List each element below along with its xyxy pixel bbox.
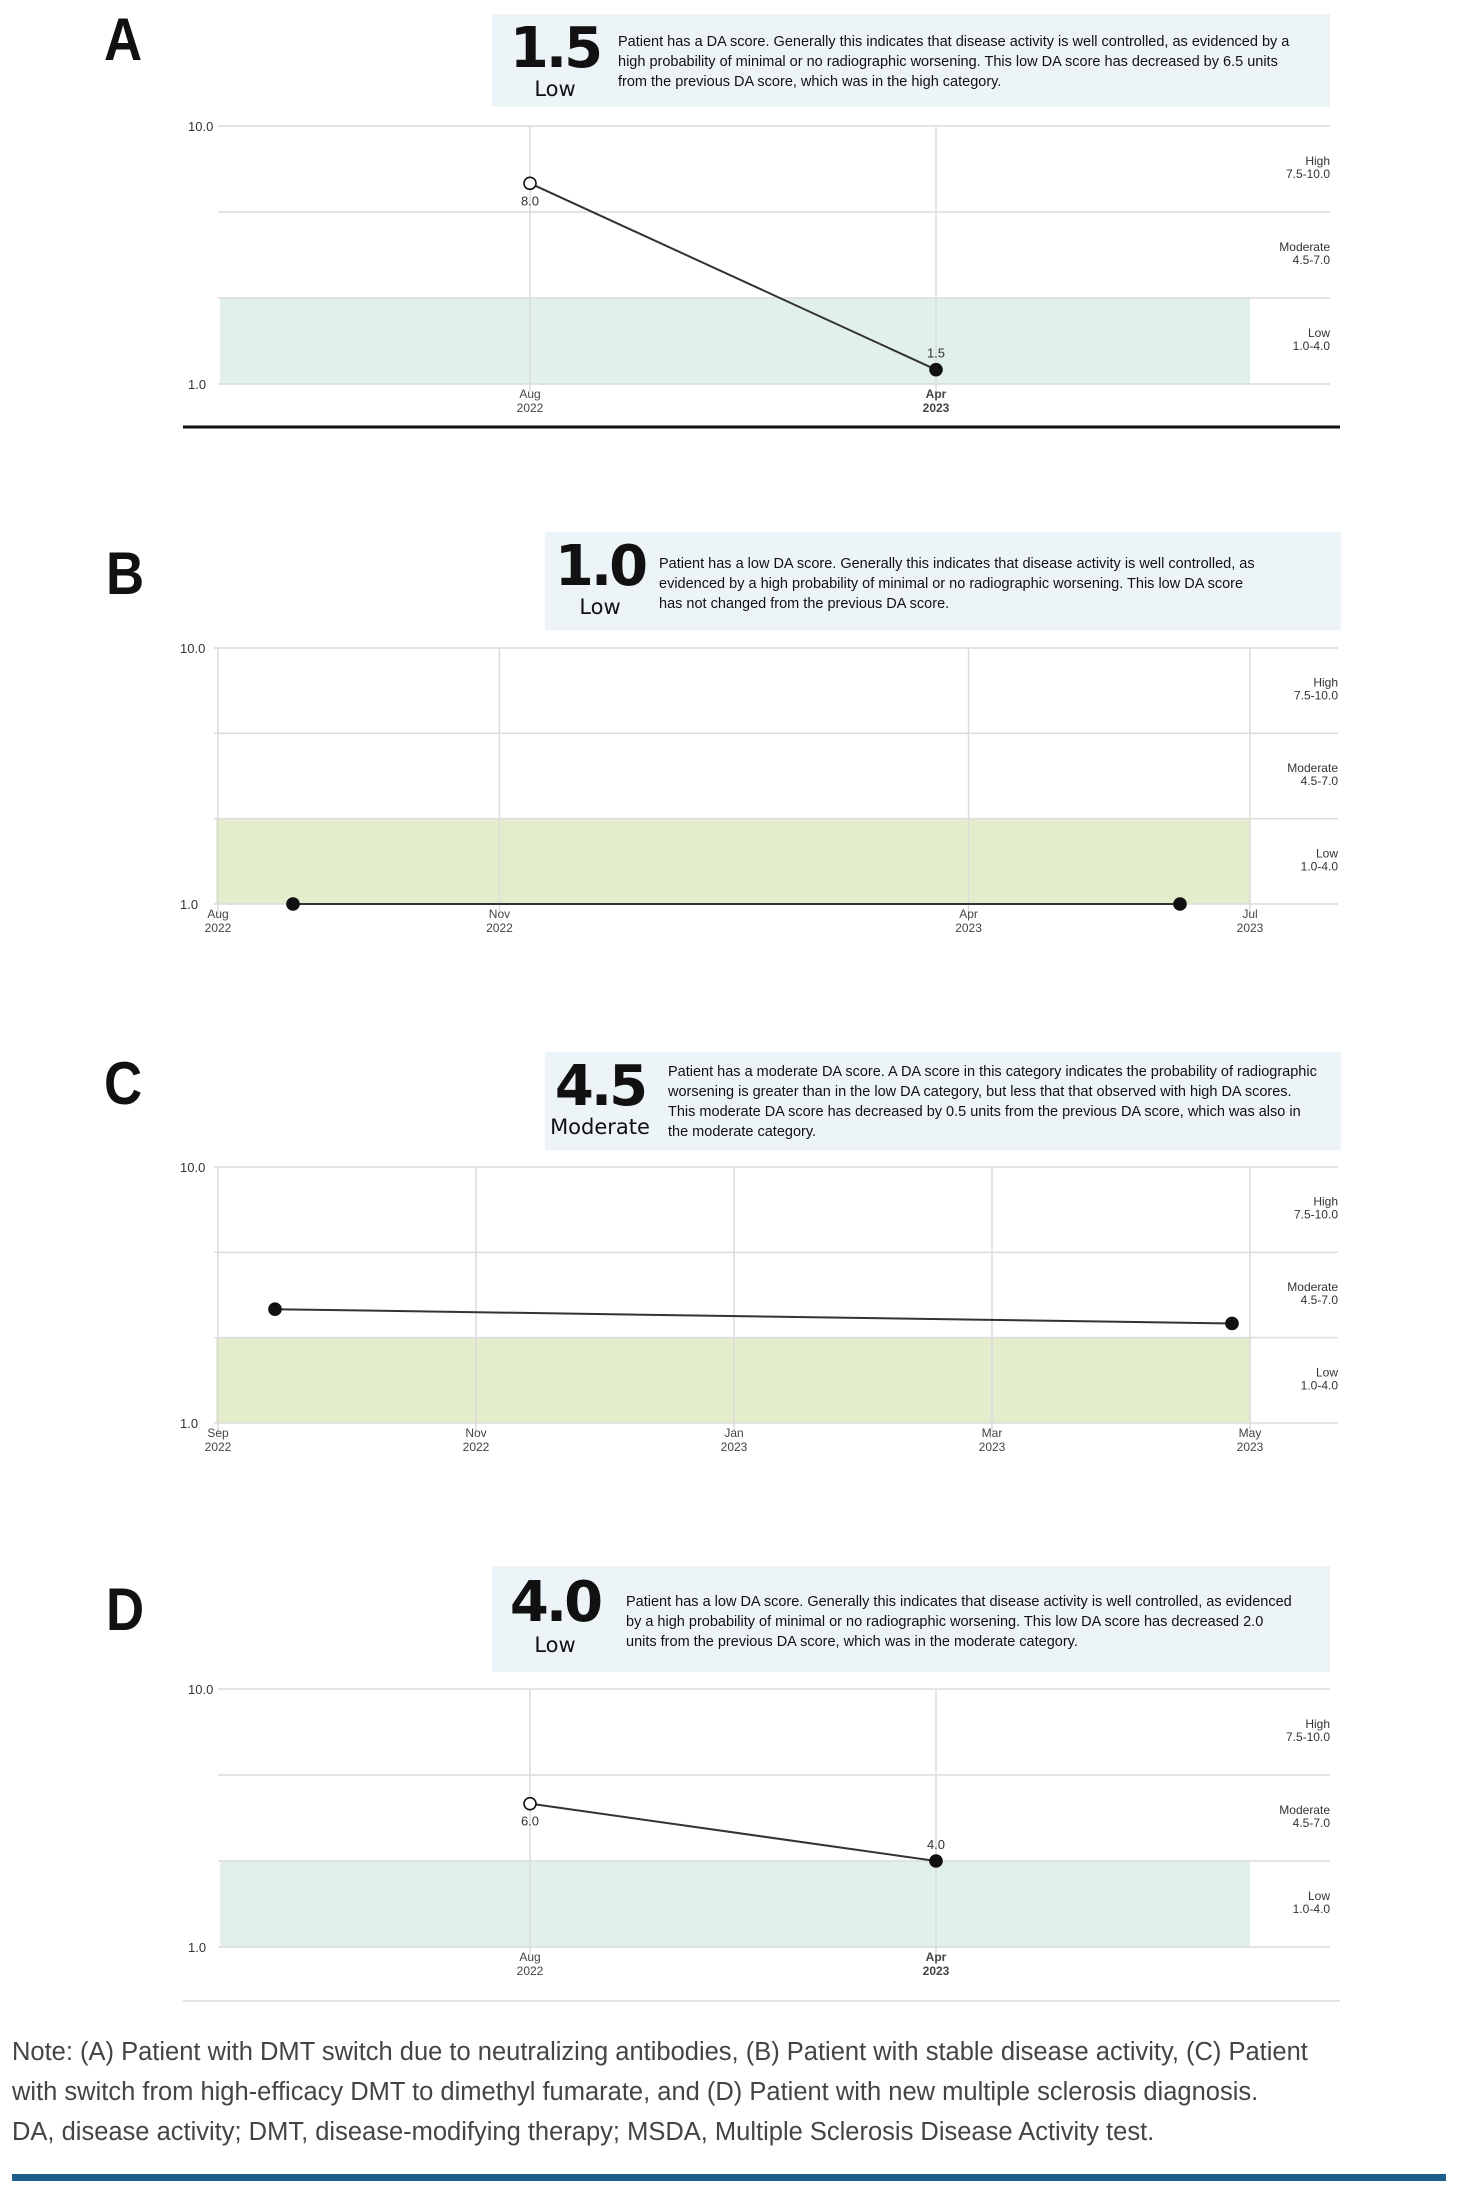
data-label: 8.0 <box>520 193 540 209</box>
band-range-label: 7.5-10.0 <box>1293 1207 1338 1222</box>
x-tick-label: Aug <box>519 1950 541 1964</box>
x-tick-label: Apr <box>959 907 978 921</box>
x-tick-label: Aug <box>519 387 541 401</box>
band-range-label: 1.0-4.0 <box>1300 859 1338 874</box>
band-range-label: 7.5-10.0 <box>1293 688 1338 703</box>
x-tick-label: Nov <box>488 907 511 921</box>
note-line: DA, disease activity; DMT, disease-modifying therapy; MSDA, Multiple Sclerosis Disease Activity test. <box>12 2118 1155 2146</box>
band-label: Moderate <box>1287 761 1338 775</box>
y-tick-label: 10.0 <box>180 641 206 656</box>
data-label: 6.0 <box>520 1813 540 1829</box>
score-category: Low <box>534 1633 576 1657</box>
data-label: 4.0 <box>926 1837 946 1852</box>
panel-letter: C <box>104 1050 143 1117</box>
x-tick-label: 2022 <box>204 1440 232 1454</box>
score-description: Patient has a moderate DA score. A DA score in this category indicates the probability of radiographic worsening is greater than in the low DA category, but less that that observed with high DA scores. This moderate DA score has decreased by 0.5 units from the previous DA score, which was also in the moderate category. <box>668 1064 1317 1140</box>
data-point <box>1226 1317 1238 1329</box>
figure-note <box>12 2032 1452 2152</box>
band-label: Moderate <box>1279 1803 1330 1817</box>
series-line <box>275 1309 1232 1323</box>
x-tick-label: Aug <box>207 907 229 921</box>
band-label: High <box>1305 1717 1330 1731</box>
band-range-label: 4.5-7.0 <box>1292 1816 1330 1830</box>
data-label: 1.5 <box>926 345 946 361</box>
band-label: High <box>1313 1194 1338 1209</box>
x-tick-label: 2022 <box>204 921 232 935</box>
data-point <box>287 898 299 910</box>
panel-d <box>0 1560 1458 2020</box>
x-tick-label: 2023 <box>1236 1440 1264 1454</box>
x-tick-label: 2022 <box>516 1964 544 1978</box>
band-label: Low <box>1315 1365 1338 1380</box>
panel-letter: B <box>106 540 145 607</box>
x-tick-label: Nov <box>465 1426 487 1440</box>
chart-b <box>0 520 1458 960</box>
band-label: Moderate <box>1279 240 1330 254</box>
y-tick-label: 10.0 <box>188 119 214 134</box>
low-band <box>220 1861 1250 1947</box>
low-band <box>216 819 1250 904</box>
band-range-label: 7.5-10.0 <box>1285 167 1330 181</box>
score-value: 4.5 <box>554 1054 646 1119</box>
band-range-label: 1.0-4.0 <box>1292 1902 1330 1916</box>
score-category: Moderate <box>550 1115 650 1139</box>
y-tick-label: 1.0 <box>188 1940 207 1955</box>
chart-c <box>0 1040 1458 1480</box>
x-tick-label: May <box>1238 1426 1262 1440</box>
x-tick-label: 2023 <box>1236 921 1264 935</box>
panel-letter: A <box>104 6 143 73</box>
y-tick-label: 1.0 <box>188 377 207 392</box>
series-line <box>530 1804 936 1861</box>
band-label: Low <box>1315 846 1338 861</box>
score-category: Low <box>579 595 621 619</box>
low-band <box>216 1338 1250 1423</box>
x-tick-label: 2023 <box>720 1440 748 1454</box>
data-point <box>1174 898 1186 910</box>
band-range-label: 4.5-7.0 <box>1300 1293 1338 1307</box>
x-tick-label: 2023 <box>922 1964 950 1978</box>
y-tick-label: 10.0 <box>180 1160 206 1175</box>
note-line: with switch from high-efficacy DMT to dimethyl fumarate, and (D) Patient with new multiple sclerosis diagnosis. <box>12 2078 1259 2106</box>
x-tick-label: Apr <box>925 387 947 401</box>
panel-letter: D <box>106 1576 145 1643</box>
chart-d <box>0 1560 1458 2020</box>
panel-b <box>0 520 1458 960</box>
x-tick-label: Jul <box>1242 907 1258 921</box>
band-label: Low <box>1307 326 1330 340</box>
score-description: Patient has a DA score. Generally this indicates that disease activity is well controlled, as evidenced by a high probability of minimal or no radiographic worsening. This low DA score has decreased by 6.5 units from the previous DA score, which was in the high category. <box>618 34 1290 90</box>
data-point <box>524 1798 536 1810</box>
bottom-rule <box>12 2174 1446 2181</box>
low-band <box>220 298 1250 384</box>
data-point <box>524 177 536 189</box>
data-point <box>269 1303 281 1315</box>
y-tick-label: 1.0 <box>180 897 199 912</box>
score-value: 1.5 <box>509 16 601 81</box>
x-tick-label: 2022 <box>516 401 544 415</box>
y-tick-label: 10.0 <box>188 1682 214 1697</box>
chart-a <box>0 0 1458 440</box>
band-label: Moderate <box>1287 1280 1338 1294</box>
x-tick-label: 2022 <box>486 921 513 935</box>
score-description: Patient has a low DA score. Generally this indicates that disease activity is well controlled, as evidenced by a high probability of minimal or no radiographic worsening. This low DA score has not changed from the previous DA score. <box>659 556 1255 612</box>
band-range-label: 1.0-4.0 <box>1300 1378 1338 1393</box>
band-range-label: 4.5-7.0 <box>1300 774 1338 788</box>
data-point <box>930 1855 942 1867</box>
band-label: Low <box>1307 1889 1330 1903</box>
score-description: Patient has a low DA score. Generally this indicates that disease activity is well controlled, as evidenced by a high probability of minimal or no radiographic worsening. This low DA score has decreased 2.0 units from the previous DA score, which was in the moderate category. <box>626 1594 1292 1650</box>
panel-c <box>0 1040 1458 1480</box>
band-range-label: 1.0-4.0 <box>1292 339 1330 353</box>
score-value: 4.0 <box>509 1570 601 1635</box>
x-tick-label: 2022 <box>462 1440 490 1454</box>
x-tick-label: Mar <box>981 1426 1003 1440</box>
panel-a <box>0 0 1458 440</box>
band-range-label: 4.5-7.0 <box>1292 253 1330 267</box>
x-tick-label: 2023 <box>922 401 950 415</box>
y-tick-label: 1.0 <box>180 1416 199 1431</box>
x-tick-label: 2023 <box>978 1440 1006 1454</box>
data-point <box>930 364 942 376</box>
score-value: 1.0 <box>554 534 646 599</box>
x-tick-label: 2023 <box>955 921 982 935</box>
band-label: High <box>1313 675 1338 690</box>
band-label: High <box>1305 154 1330 168</box>
score-category: Low <box>534 77 576 101</box>
band-range-label: 7.5-10.0 <box>1285 1730 1330 1744</box>
x-tick-label: Sep <box>207 1426 229 1440</box>
note-line: Note: (A) Patient with DMT switch due to neutralizing antibodies, (B) Patient with stable disease activity, (C) Patient <box>12 2038 1308 2066</box>
x-tick-label: Jan <box>724 1426 744 1440</box>
x-tick-label: Apr <box>925 1950 947 1964</box>
